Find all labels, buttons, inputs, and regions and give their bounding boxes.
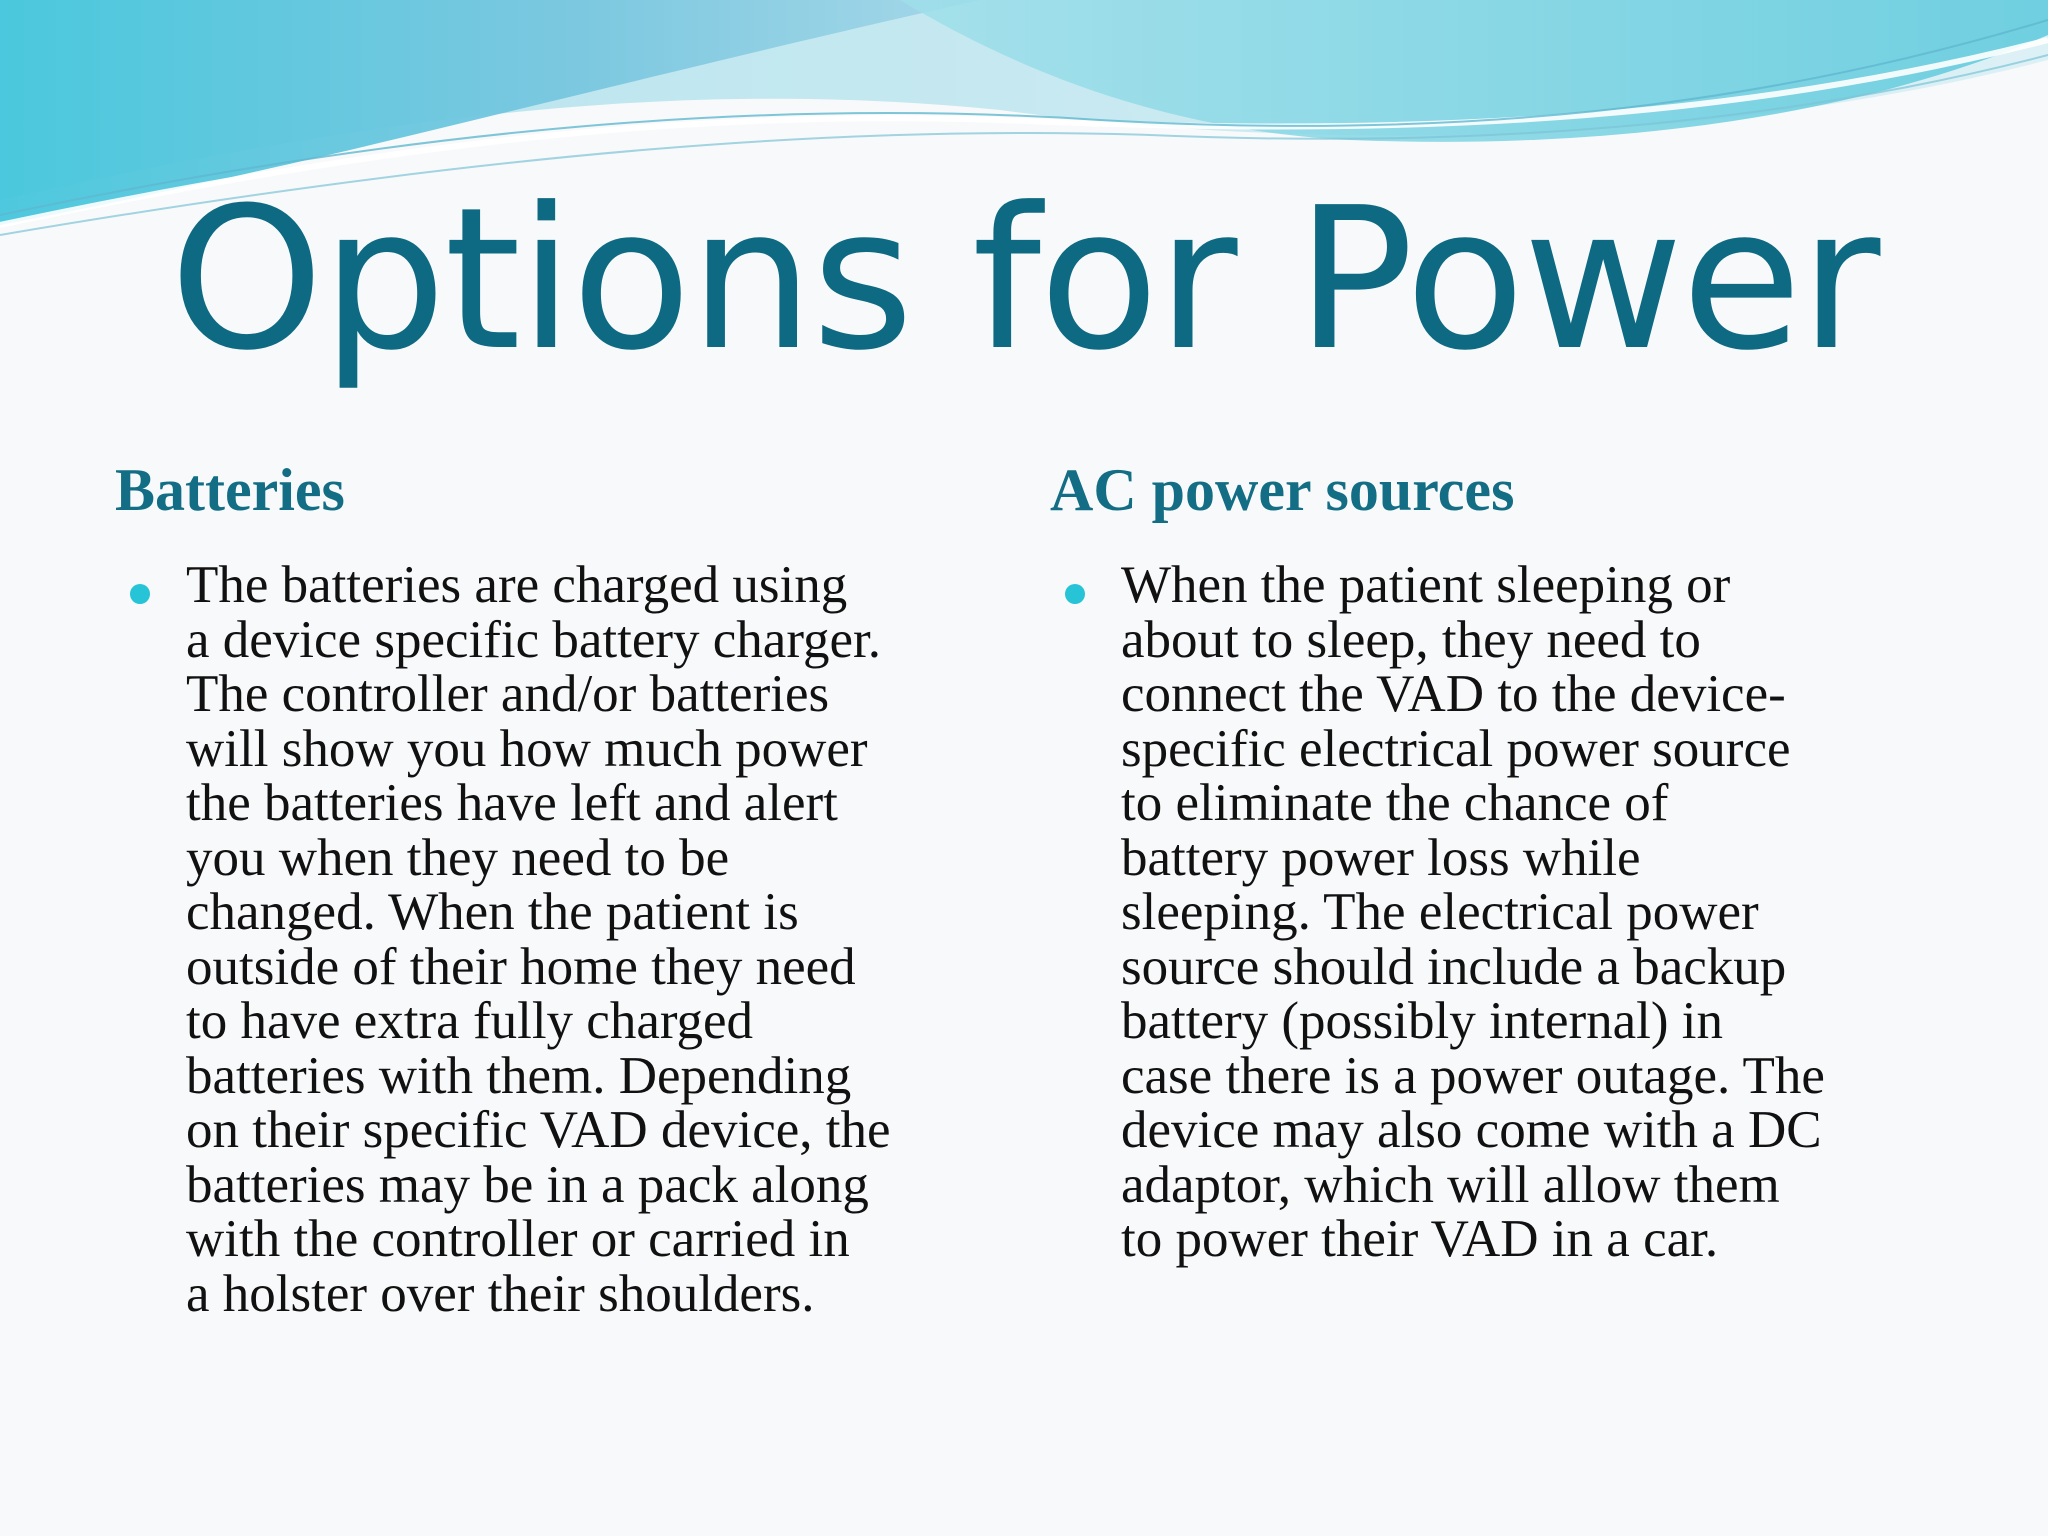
bullet-dot-icon — [1065, 584, 1085, 604]
bullet-text-ac-power: When the patient sleeping or about to sleep, they need to connect the VAD to the device- specific electrical power source to eliminate the chance of battery power loss while sleeping. The electrical power source should include a backup battery (possibly internal) in case there is a power outage. The device may also come with a DC adaptor, which will allow them to power their VAD in a car. — [1121, 556, 1825, 1268]
column-heading-batteries: Batteries — [115, 457, 345, 523]
slide-title: Options for Power — [169, 166, 1879, 394]
bullet-item — [115, 558, 1005, 1321]
bullet-dot-icon — [130, 584, 150, 604]
column-heading-ac-power: AC power sources — [1050, 457, 1515, 523]
bullet-text-batteries: The batteries are charged using a device specific battery charger. The controller and/or batteries will show you how much power the batteries have left and alert you when they need to be changed. When the patient is outside of their home they need to have extra fully charged batteries with them. Depending on their specific VAD device, the batteries may be in a pack along with the controller or carried in a holster over their shoulders. — [186, 556, 891, 1323]
bullet-item — [1050, 558, 1970, 1267]
column-batteries — [115, 450, 1005, 1321]
column-ac-power — [1050, 450, 1970, 1267]
